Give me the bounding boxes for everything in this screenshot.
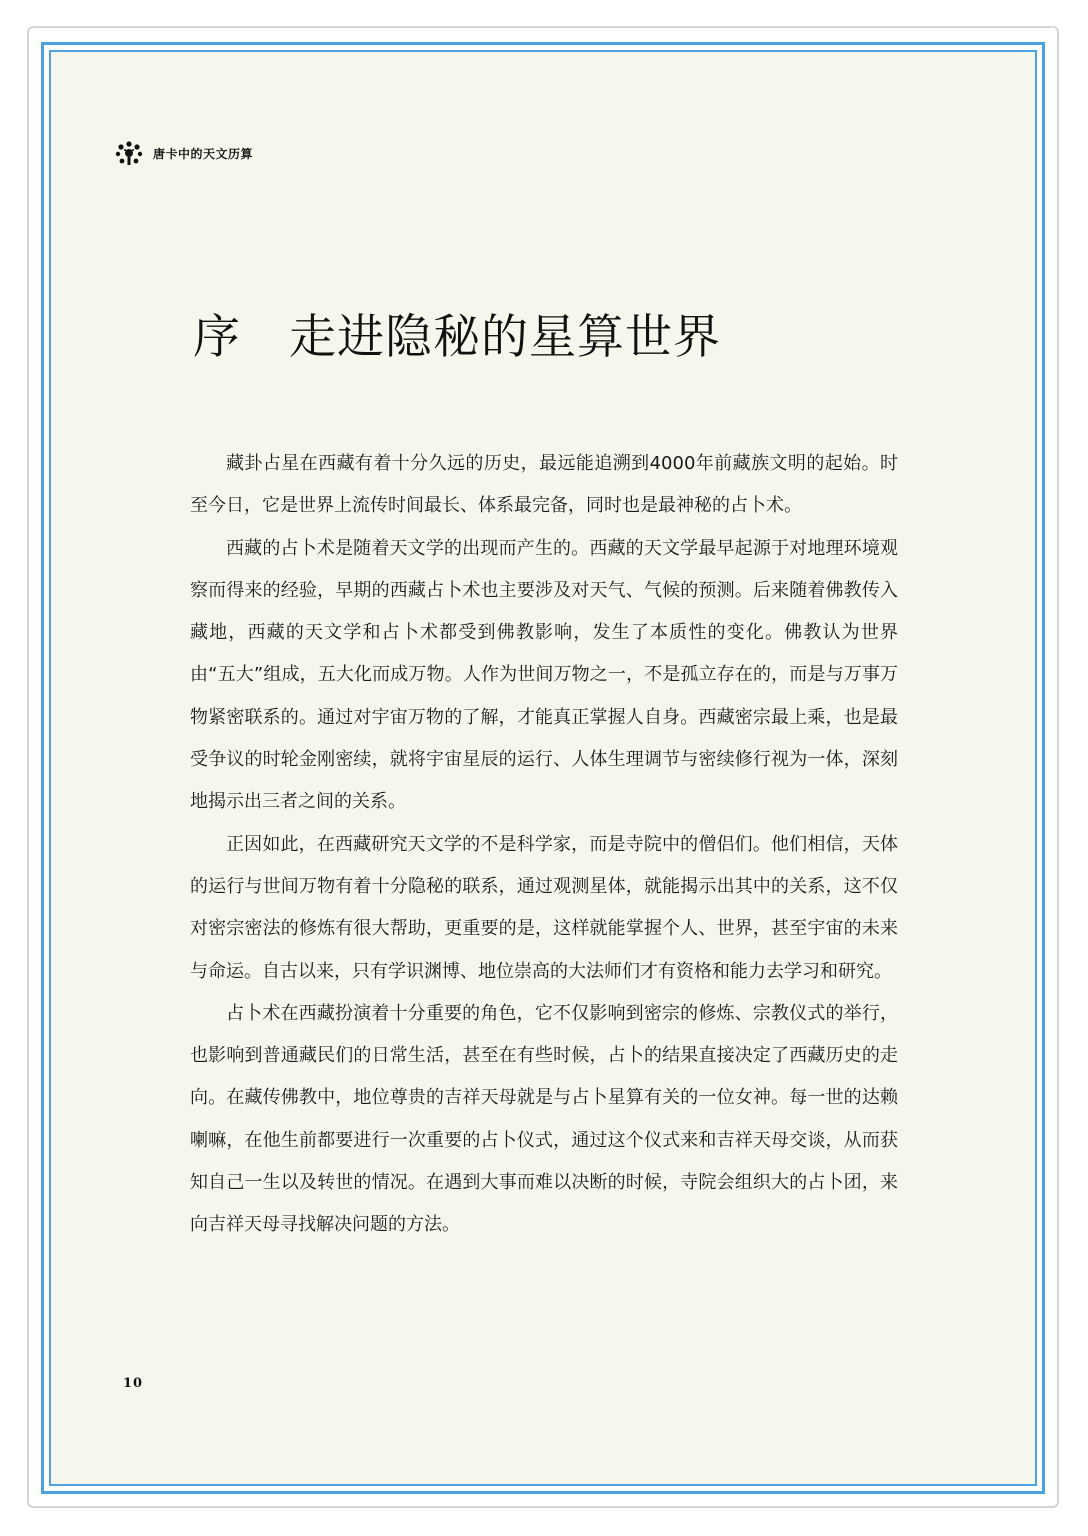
paragraph: 西藏的占卜术是随着天文学的出现而产生的。西藏的天文学最早起源于对地理环境观察而得来的经验，早期的西藏占卜术也主要涉及对天气、气候的预测。后来随着佛教传入藏地，西藏的天文学和占卜术都受到佛教影响，发生了本质性的变化。佛教认为世界由“五大”组成，五大化而成万物。人作为世间万物之一，不是孤立存在的，而是与万事万物紧密联系的。通过对宇宙万物的了解，才能真正掌握人自身。西藏密宗最上乘，也是最受争议的时轮金刚密续，就将宇宙星辰的运行、人体生理调节与密续修行视为一体，深刻地揭示出三者之间的关系。 [190,537,898,813]
running-title: 唐卡中的天文历算 [153,146,254,161]
paragraph: 占卜术在西藏扮演着十分重要的角色，它不仅影响到密宗的修炼、宗教仪式的举行，也影响到普通藏民们的日常生活，甚至在有些时候，占卜的结果直接决定了西藏历史的走向。在藏传佛教中，地位尊贵的吉祥天母就是与占卜星算有关的一位女神。每一世的达赖喇嘛，在他生前都要进行一次重要的占卜仪式，通过这个仪式来和吉祥天母交谈，从而获知自己一生以及转世的情况。在遇到大事而难以决断的时候，寺院会组织大的占卜团，来向吉祥天母寻找解决问题的方法。 [190,1002,898,1236]
chapter-title: 序 走进隐秘的星算世界 [193,310,721,365]
mandala-emblem-icon [113,139,145,167]
paragraph: 藏卦占星在西藏有着十分久远的历史，最远能追溯到4000年前藏族文明的起始。时至今日，它是世界上流传时间最长、体系最完备，同时也是最神秘的占卜术。 [190,453,898,517]
paragraph: 正因如此，在西藏研究天文学的不是科学家，而是寺院中的僧侣们。他们相信，天体的运行与世间万物有着十分隐秘的联系，通过观测星体，就能揭示出其中的关系，这不仅对密宗密法的修炼有很大帮助，更重要的是，这样就能掌握个人、世界，甚至宇宙的未来与命运。自古以来，只有学识渊博、地位崇高的大法师们才有资格和能力去学习和研究。 [190,833,898,982]
page-number: 10 [123,1376,144,1391]
running-header [113,138,253,168]
body-text [190,443,898,1247]
